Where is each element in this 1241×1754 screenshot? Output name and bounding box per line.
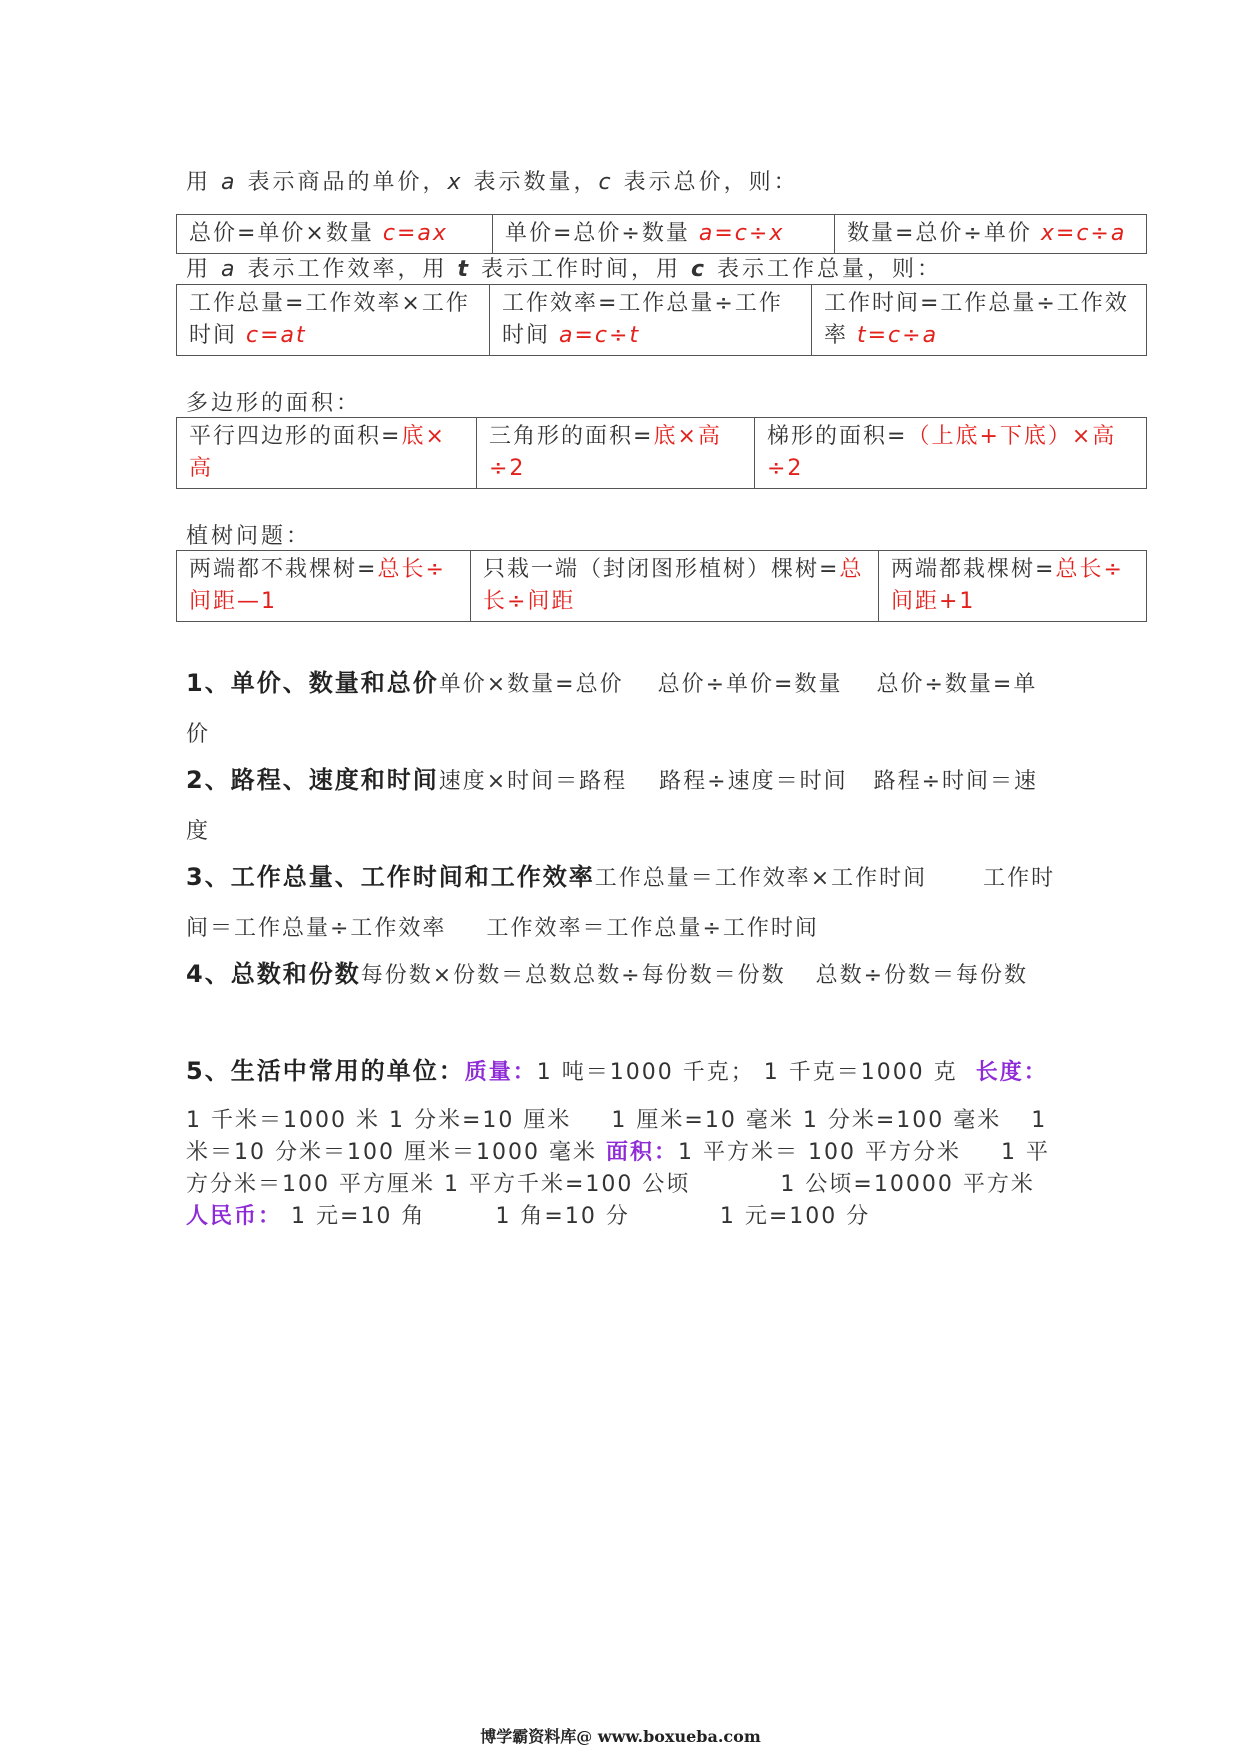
- work-time-cell: 工作时间=工作总量÷工作效率 t=c÷a: [812, 285, 1147, 356]
- price-formula-table: [176, 214, 1147, 254]
- item-4: 4、总数和份数每份数×份数＝总数总数÷每份数＝份数 总数÷份数＝每份数: [186, 960, 1029, 988]
- units-body: 1 千米＝1000 米 1 分米=10 厘米 1 厘米=10 毫米 1 分米=100 毫米 1 米＝10 分米＝100 厘米＝1000 毫米 面积：1 平方米＝ 100 平方分米 1 平方分米＝100 平方厘米 1 平方千米=100 公顷 1 公顷=10000 平方米人民币： 1 元=10 角 1 角=10 分 1 元=100 分: [186, 1108, 1050, 1229]
- item-1: 1、单价、数量和总价单价×数量=总价 总价÷单价=数量 总价÷数量=单价: [186, 669, 1038, 747]
- work-total-cell: 工作总量=工作效率×工作时间 c=at: [177, 285, 490, 356]
- item-3: 3、工作总量、工作时间和工作效率工作总量＝工作效率×工作时间 工作时间＝工作总量÷工作效率 工作效率＝工作总量÷工作时间: [186, 863, 1056, 941]
- area-title: 多边形的面积：: [186, 391, 362, 416]
- work-efficiency-cell: 工作效率=工作总量÷工作时间 a=c÷t: [490, 285, 812, 356]
- price-total-cell: 总价=单价×数量 c=ax: [177, 215, 493, 254]
- footer-watermark: 博学霸资料库@ www.boxueba.com: [480, 1727, 761, 1746]
- tree-formula-table: [176, 550, 1147, 622]
- item-2: 2、路程、速度和时间速度×时间＝路程 路程÷速度＝时间 路程÷时间＝速度: [186, 766, 1039, 844]
- price-intro: 用 a 表示商品的单价，x 表示数量，c 表示总价，则：: [186, 170, 799, 195]
- tree-no-ends-cell: 两端都不栽棵树=总长÷间距—1: [177, 551, 471, 622]
- trapezoid-area-cell: 梯形的面积=（上底+下底）×高÷2: [755, 418, 1147, 489]
- tree-both-ends-cell: 两端都栽棵树=总长÷间距+1: [879, 551, 1147, 622]
- parallelogram-area-cell: 平行四边形的面积=底×高: [177, 418, 477, 489]
- triangle-area-cell: 三角形的面积=底×高÷2: [477, 418, 755, 489]
- work-formula-table: [176, 284, 1147, 356]
- item-5-units: 5、生活中常用的单位：质量：1 吨＝1000 千克； 1 千克＝1000 克 长度：: [186, 1057, 1048, 1085]
- work-intro: 用 a 表示工作效率，用 t 表示工作时间，用 c 表示工作总量，则：: [186, 257, 943, 282]
- tree-one-end-cell: 只栽一端（封闭图形植树）棵树=总长÷间距: [471, 551, 879, 622]
- price-unit-cell: 单价=总价÷数量 a=c÷x: [493, 215, 835, 254]
- price-quantity-cell: 数量=总价÷单价 x=c÷a: [835, 215, 1147, 254]
- tree-title: 植树问题：: [186, 524, 312, 549]
- area-formula-table: [176, 417, 1147, 489]
